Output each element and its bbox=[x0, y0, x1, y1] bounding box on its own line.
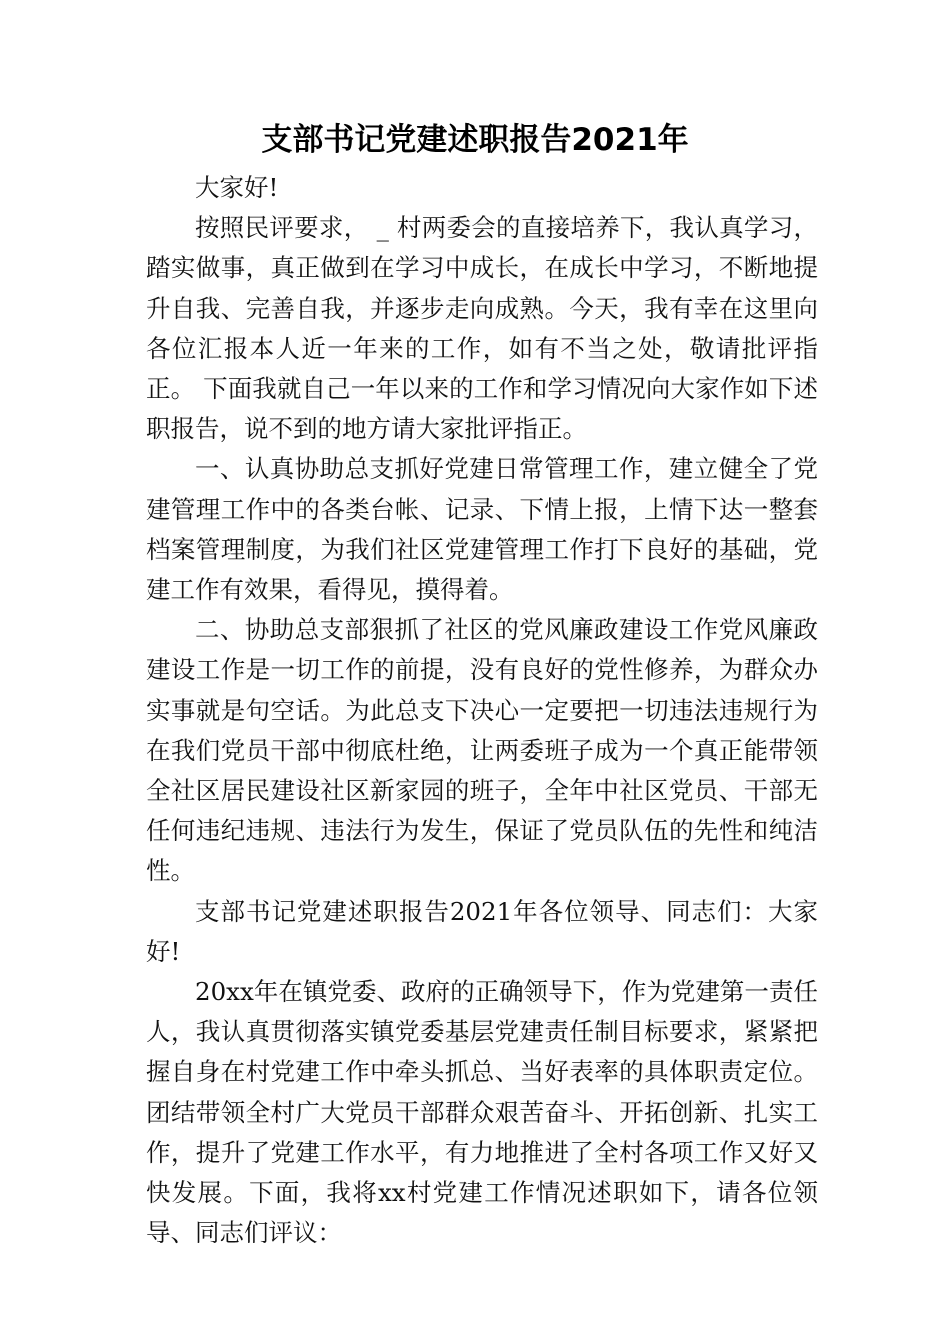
document-body bbox=[146, 168, 818, 1253]
document-title: 支部书记党建述职报告2021年 bbox=[261, 122, 689, 158]
paragraph-point-two: 二、协助总支部狠抓了社区的党风廉政建设工作党风廉政建设工作是一切工作的前提，没有良好的党性修养，为群众办实事就是句空话。为此总支下决心一定要把一切违法违规行为在我们党员干部中彻底杜绝，让两委班子成为一个真正能带领全社区居民建设社区新家园的班子，全年中社区党员、干部无任何违纪违规、违法行为发生，保证了党员队伍的先性和纯洁性。 bbox=[146, 615, 818, 886]
paragraph-intro: 按照民评要求， _ 村两委会的直接培养下，我认真学习，踏实做事，真正做到在学习中成长，在成长中学习，不断地提升自我、完善自我，并逐步走向成熟。今天，我有幸在这里向各位汇报本人近一年来的工作，如有不当之处，敬请批评指正。 下面我就自己一年以来的工作和学习情况向大家作如下述职报告，说不到的地方请大家批评指正。 bbox=[146, 213, 818, 444]
paragraph-point-one: 一、认真协助总支抓好党建日常管理工作，建立健全了党建管理工作中的各类台帐、记录、下情上报，上情下达一整套档案管理制度，为我们社区党建管理工作打下良好的基础，党建工作有效果，看得见，摸得着。 bbox=[146, 454, 818, 605]
paragraph-second-report-heading: 支部书记党建述职报告2021年各位领导、同志们：大家好! bbox=[146, 896, 818, 966]
paragraph-second-report-body: 20xx年在镇党委、政府的正确领导下，作为党建第一责任人，我认真贯彻落实镇党委基层党建责任制目标要求，紧紧把握自身在村党建工作中牵头抓总、当好表率的具体职责定位。团结带领全村广大党员干部群众艰苦奋斗、开拓创新、扎实工作，提升了党建工作水平，有力地推进了全村各项工作又好又快发展。下面，我将xx村党建工作情况述职如下，请各位领导、同志们评议： bbox=[146, 977, 818, 1248]
paragraph-greeting: 大家好! bbox=[195, 173, 279, 202]
